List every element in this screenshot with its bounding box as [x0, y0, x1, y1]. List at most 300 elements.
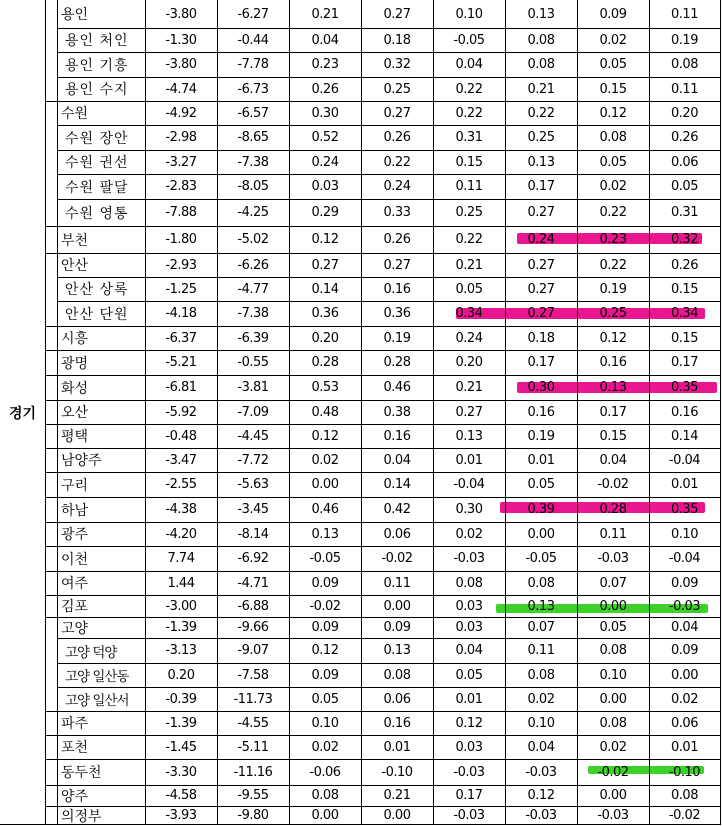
grid-hline [45, 253, 720, 254]
value-cell: -6.26 [237, 257, 269, 273]
value-cell: 0.02 [527, 691, 555, 707]
value-cell: 0.27 [527, 205, 555, 220]
value-cell: 0.05 [455, 667, 483, 683]
value-cell: 0.01 [455, 452, 483, 468]
value-cell: 0.05 [527, 477, 555, 492]
value-cell: 0.08 [599, 643, 627, 658]
value-cell: 0.12 [311, 428, 339, 444]
value-cell: 1.44 [167, 575, 195, 591]
value-cell: -7.88 [165, 205, 197, 220]
grid-vline [289, 0, 290, 825]
value-cell: -4.55 [237, 715, 269, 731]
value-cell: 0.01 [383, 739, 411, 755]
value-cell: 0.17 [455, 788, 483, 803]
value-cell: 0.04 [455, 57, 483, 72]
value-cell: 0.21 [455, 380, 483, 395]
value-cell: 0.27 [311, 257, 339, 273]
value-cell: -3.47 [165, 452, 197, 468]
value-cell: 0.08 [383, 667, 411, 683]
value-cell: 0.06 [671, 154, 698, 170]
grid-hline [45, 448, 720, 449]
grid-hline [45, 101, 720, 102]
value-cell: -4.92 [165, 105, 197, 121]
district-name: 부천 [61, 232, 89, 249]
value-cell: 0.13 [527, 6, 555, 22]
value-cell: 0.35 [671, 502, 698, 517]
value-cell: 0.22 [455, 232, 483, 247]
grid-hline [57, 28, 720, 29]
value-cell: -9.66 [237, 620, 269, 635]
district-name: 용인 기흥 [65, 57, 129, 74]
value-cell: -8.14 [237, 526, 269, 542]
grid-hline [57, 687, 720, 688]
value-cell: -3.81 [237, 380, 269, 395]
value-cell: 0.30 [455, 502, 483, 517]
value-cell: 0.14 [311, 281, 339, 297]
grid-vline [505, 0, 506, 825]
value-cell: -1.25 [165, 281, 197, 297]
value-cell: 0.12 [599, 105, 627, 121]
value-cell: 0.19 [599, 281, 627, 297]
grid-hline [57, 638, 720, 639]
value-cell: -5.63 [237, 477, 269, 492]
value-cell: -6.73 [237, 81, 269, 97]
value-cell: 0.16 [383, 715, 411, 731]
value-cell: 0.04 [311, 32, 339, 48]
value-cell: -2.98 [165, 130, 197, 145]
value-cell: -0.03 [525, 808, 557, 823]
value-cell: -4.45 [237, 428, 269, 444]
value-cell: -7.09 [237, 404, 269, 420]
value-cell: 0.26 [383, 232, 411, 247]
value-cell: 0.03 [455, 598, 483, 614]
district-name: 의정부 [61, 808, 102, 825]
value-cell: 0.36 [383, 306, 411, 321]
value-cell: -0.03 [597, 551, 629, 566]
value-cell: -7.38 [237, 306, 269, 321]
value-cell: 0.17 [527, 355, 555, 370]
district-name: 용인 수지 [65, 82, 129, 98]
value-cell: 0.31 [671, 205, 698, 220]
district-name: 오산 [61, 405, 89, 421]
value-cell: 0.24 [455, 330, 483, 346]
value-cell: 0.25 [599, 306, 627, 321]
value-cell: 0.02 [671, 691, 698, 707]
value-cell: -2.83 [165, 179, 197, 194]
value-cell: 0.12 [455, 715, 483, 731]
value-cell: 0.03 [455, 739, 483, 755]
value-cell: 0.11 [383, 575, 411, 591]
value-cell: -7.58 [237, 667, 269, 683]
value-cell: 0.05 [311, 691, 339, 707]
value-cell: 0.08 [455, 575, 483, 591]
value-cell: 0.00 [599, 691, 627, 707]
value-cell: -3.13 [165, 643, 197, 658]
value-cell: -8.65 [237, 130, 269, 145]
value-cell: 0.00 [671, 667, 698, 683]
value-cell: 0.08 [527, 575, 555, 591]
district-name: 안산 단원 [65, 306, 129, 323]
grid-hline [45, 350, 720, 351]
value-cell: -6.27 [237, 6, 269, 22]
value-cell: -4.38 [165, 502, 197, 517]
value-cell: 0.32 [383, 57, 411, 72]
value-cell: 0.13 [311, 526, 339, 542]
grid-vline [577, 0, 578, 825]
value-cell: -0.03 [453, 551, 485, 566]
value-cell: -11.73 [233, 691, 273, 707]
value-cell: 0.15 [671, 281, 698, 297]
value-cell: 0.01 [671, 477, 698, 492]
grid-hline [57, 150, 720, 151]
value-cell: 0.35 [671, 380, 698, 395]
value-cell: 0.24 [527, 232, 555, 247]
grid-vline [45, 0, 46, 825]
value-cell: 0.22 [455, 81, 483, 97]
value-cell: 0.03 [311, 179, 339, 194]
value-cell: 0.05 [599, 620, 627, 635]
value-cell: 0.15 [599, 428, 627, 444]
value-cell: -0.04 [453, 477, 485, 492]
district-name: 용인 [61, 7, 89, 23]
value-cell: 0.11 [671, 6, 698, 22]
value-cell: -4.18 [165, 306, 197, 321]
value-cell: 0.28 [383, 355, 411, 370]
value-cell: 0.06 [383, 691, 411, 707]
value-cell: -0.02 [597, 477, 629, 492]
value-cell: -5.11 [237, 739, 269, 755]
grid-hline [45, 785, 720, 786]
value-cell: 0.02 [311, 452, 339, 468]
value-cell: 0.31 [455, 130, 483, 145]
value-cell: 0.46 [383, 380, 411, 395]
value-cell: 0.16 [383, 428, 411, 444]
value-cell: -3.93 [165, 808, 197, 823]
value-cell: -0.03 [453, 808, 485, 823]
value-cell: 0.52 [311, 130, 339, 145]
value-cell: 0.00 [599, 598, 627, 614]
value-cell: 0.00 [311, 808, 339, 823]
value-cell: 0.09 [311, 575, 339, 591]
value-cell: 0.12 [527, 788, 555, 803]
value-cell: 0.15 [599, 81, 627, 97]
value-cell: -0.06 [309, 764, 341, 780]
value-cell: -1.45 [165, 739, 197, 755]
value-cell: -0.02 [668, 808, 701, 823]
value-cell: -0.04 [668, 452, 701, 468]
value-cell: 0.26 [671, 130, 698, 145]
grid-hline [45, 595, 720, 596]
value-cell: 0.08 [527, 57, 555, 72]
value-cell: 0.21 [455, 257, 483, 273]
value-cell: 0.10 [455, 6, 483, 22]
value-cell: 0.27 [527, 306, 555, 321]
value-cell: 0.00 [383, 598, 411, 614]
value-cell: 0.13 [383, 643, 411, 658]
district-name: 수원 권선 [65, 155, 129, 171]
value-cell: 0.08 [599, 715, 627, 731]
value-cell: -0.10 [381, 764, 413, 780]
district-name: 고양 [61, 620, 89, 637]
grid-hline [45, 759, 720, 760]
value-cell: 0.08 [527, 667, 555, 683]
value-cell: -6.57 [237, 105, 269, 121]
value-cell: 0.29 [311, 205, 339, 220]
district-name: 광명 [61, 355, 89, 372]
value-cell: 0.11 [527, 643, 555, 658]
value-cell: 0.16 [527, 404, 555, 420]
value-cell: 0.20 [671, 105, 698, 121]
value-cell: 0.13 [527, 154, 555, 170]
value-cell: 0.24 [311, 154, 339, 170]
grid-hline [45, 226, 720, 227]
value-cell: 0.25 [527, 130, 555, 145]
value-cell: 0.00 [311, 477, 339, 492]
value-cell: 0.22 [383, 154, 411, 170]
district-name: 수원 [61, 106, 89, 122]
value-cell: -8.05 [237, 179, 269, 194]
value-cell: -3.80 [165, 57, 197, 72]
value-cell: 0.06 [671, 715, 698, 731]
value-cell: 0.27 [527, 257, 555, 273]
value-cell: 0.11 [455, 179, 483, 194]
value-cell: 0.23 [599, 232, 627, 247]
value-cell: 7.74 [167, 551, 195, 566]
grid-hline [57, 125, 720, 126]
value-cell: -9.80 [237, 808, 269, 823]
value-cell: 0.05 [599, 154, 627, 170]
grid-hline [57, 277, 720, 278]
value-cell: -6.39 [237, 330, 269, 346]
value-cell: 0.10 [599, 667, 627, 683]
value-cell: 0.25 [383, 81, 411, 97]
value-cell: 0.39 [527, 502, 555, 517]
district-name: 시흥 [61, 331, 89, 347]
grid-hline [45, 546, 720, 547]
value-cell: 0.27 [383, 6, 411, 22]
value-cell: -0.39 [165, 691, 197, 707]
value-cell: 0.14 [383, 477, 411, 492]
value-cell: 0.34 [455, 306, 483, 321]
grid-vline [361, 0, 362, 825]
value-cell: 0.09 [599, 6, 627, 22]
grid-hline [57, 174, 720, 175]
value-cell: -3.00 [165, 598, 197, 614]
value-cell: 0.20 [455, 355, 483, 370]
value-cell: -5.92 [165, 404, 197, 420]
value-cell: 0.10 [671, 526, 698, 542]
value-cell: 0.22 [599, 257, 627, 273]
value-cell: 0.05 [455, 281, 483, 297]
value-cell: -0.03 [668, 598, 701, 614]
value-cell: 0.48 [311, 404, 339, 420]
value-cell: 0.53 [311, 380, 339, 395]
grid-hline [45, 497, 720, 498]
value-cell: 0.17 [599, 404, 627, 420]
value-cell: -1.39 [165, 620, 197, 635]
value-cell: 0.15 [455, 154, 483, 170]
district-name: 이천 [61, 551, 89, 568]
value-cell: -3.30 [165, 764, 197, 780]
value-cell: -4.20 [165, 526, 197, 542]
value-cell: -6.92 [237, 551, 269, 566]
value-cell: -1.39 [165, 715, 197, 731]
value-cell: 0.08 [671, 788, 698, 803]
value-cell: -5.02 [237, 232, 269, 247]
value-cell: 0.22 [599, 205, 627, 220]
value-cell: 0.12 [599, 330, 627, 346]
region-label: 경기 [8, 405, 37, 422]
value-cell: 0.16 [383, 281, 411, 297]
value-cell: 0.14 [671, 428, 698, 444]
value-cell: -2.93 [165, 257, 197, 273]
value-cell: 0.04 [599, 452, 627, 468]
value-cell: 0.36 [311, 306, 339, 321]
grid-hline [45, 400, 720, 401]
value-cell: -4.25 [237, 205, 269, 220]
grid-vline [649, 0, 650, 825]
value-cell: 0.19 [671, 32, 698, 48]
value-cell: 0.32 [671, 232, 698, 247]
value-cell: 0.27 [383, 257, 411, 273]
grid-vline [145, 0, 146, 825]
value-cell: 0.16 [671, 404, 698, 420]
value-cell: -4.74 [165, 81, 197, 97]
value-cell: 0.03 [455, 620, 483, 635]
value-cell: -0.05 [525, 551, 557, 566]
value-cell: 0.18 [527, 330, 555, 346]
value-cell: -0.03 [453, 764, 485, 780]
value-cell: 0.13 [455, 428, 483, 444]
district-name: 광주 [61, 527, 89, 543]
district-name: 수원 팔달 [65, 179, 129, 196]
value-cell: -6.88 [237, 598, 269, 614]
grid-hline [57, 52, 720, 53]
value-cell: -3.80 [165, 6, 197, 22]
value-cell: 0.08 [527, 32, 555, 48]
value-cell: 0.33 [383, 205, 411, 220]
district-name: 양주 [61, 788, 89, 805]
value-cell: -9.07 [237, 643, 269, 658]
district-name: 포천 [61, 740, 89, 756]
value-cell: -7.78 [237, 57, 269, 72]
value-cell: 0.30 [311, 105, 339, 121]
value-cell: -0.02 [381, 551, 413, 566]
value-cell: -5.21 [165, 355, 197, 370]
value-cell: 0.12 [311, 232, 339, 247]
value-cell: 0.26 [311, 81, 339, 97]
value-cell: 0.12 [311, 643, 339, 658]
value-cell: -0.03 [525, 764, 557, 780]
value-cell: -1.30 [165, 32, 197, 48]
district-name: 고양 일산동 [65, 669, 129, 685]
value-cell: 0.11 [599, 526, 627, 542]
district-name: 남양주 [61, 453, 102, 469]
grid-hline [57, 199, 720, 200]
district-name: 동두천 [61, 765, 102, 781]
district-name: 평택 [61, 429, 89, 445]
value-cell: 0.04 [383, 452, 411, 468]
value-cell: -0.03 [597, 808, 629, 823]
grid-hline [45, 617, 720, 618]
district-name: 용인 처인 [65, 33, 129, 49]
value-cell: 0.27 [383, 105, 411, 121]
district-name: 고양 일산서 [65, 693, 129, 709]
grid-hline [57, 663, 720, 664]
value-cell: 0.42 [383, 502, 411, 517]
district-name: 고양 덕양 [65, 644, 117, 661]
value-cell: -0.04 [668, 551, 701, 566]
value-cell: 0.17 [527, 179, 555, 194]
value-cell: 0.13 [527, 598, 555, 614]
value-cell: 0.38 [383, 404, 411, 420]
district-name: 김포 [61, 599, 89, 615]
value-cell: 0.00 [599, 788, 627, 803]
value-cell: -6.37 [165, 330, 197, 346]
value-cell: 0.02 [599, 739, 627, 755]
value-cell: 0.20 [167, 667, 195, 683]
value-cell: 0.08 [671, 57, 698, 72]
value-cell: 0.24 [383, 179, 411, 194]
value-cell: -2.55 [165, 477, 197, 492]
value-cell: 0.05 [671, 179, 698, 194]
value-cell: -7.72 [237, 452, 269, 468]
value-cell: 0.17 [671, 355, 698, 370]
value-cell: -0.05 [453, 32, 485, 48]
grid-hline [45, 522, 720, 523]
value-cell: 0.00 [383, 808, 411, 823]
value-cell: 0.19 [527, 428, 555, 444]
value-cell: 0.30 [527, 380, 555, 395]
value-cell: 0.02 [455, 526, 483, 542]
value-cell: 0.27 [527, 281, 555, 297]
value-cell: -4.71 [237, 575, 269, 591]
grid-vline [433, 0, 434, 825]
district-name: 안산 상록 [65, 282, 129, 298]
value-cell: 0.07 [527, 620, 555, 635]
value-cell: -0.02 [309, 598, 341, 614]
value-cell: 0.04 [671, 620, 698, 635]
value-cell: 0.05 [599, 57, 627, 72]
value-cell: 0.01 [527, 452, 555, 468]
district-name: 수원 영통 [65, 205, 129, 222]
value-cell: 0.18 [383, 32, 411, 48]
value-cell: 0.02 [599, 32, 627, 48]
grid-hline [45, 472, 720, 473]
district-name: 파주 [61, 716, 89, 732]
grid-vline [57, 0, 58, 825]
value-cell: 0.02 [599, 179, 627, 194]
grid-hline [45, 424, 720, 425]
value-cell: 0.09 [311, 667, 339, 683]
value-cell: 0.13 [599, 380, 627, 395]
grid-hline [45, 326, 720, 327]
value-cell: 0.01 [671, 739, 698, 755]
value-cell: 0.11 [671, 81, 698, 97]
value-cell: -0.05 [309, 551, 341, 566]
grid-hline [45, 806, 720, 807]
grid-vline [720, 0, 721, 825]
value-cell: 0.21 [527, 81, 555, 97]
value-cell: 0.04 [527, 739, 555, 755]
value-cell: 0.09 [671, 643, 698, 658]
grid-hline [57, 77, 720, 78]
value-cell: 0.06 [383, 526, 411, 542]
district-name: 안산 [61, 258, 89, 274]
value-cell: -7.38 [237, 154, 269, 170]
value-cell: 0.09 [311, 620, 339, 635]
value-cell: 0.34 [671, 306, 698, 321]
